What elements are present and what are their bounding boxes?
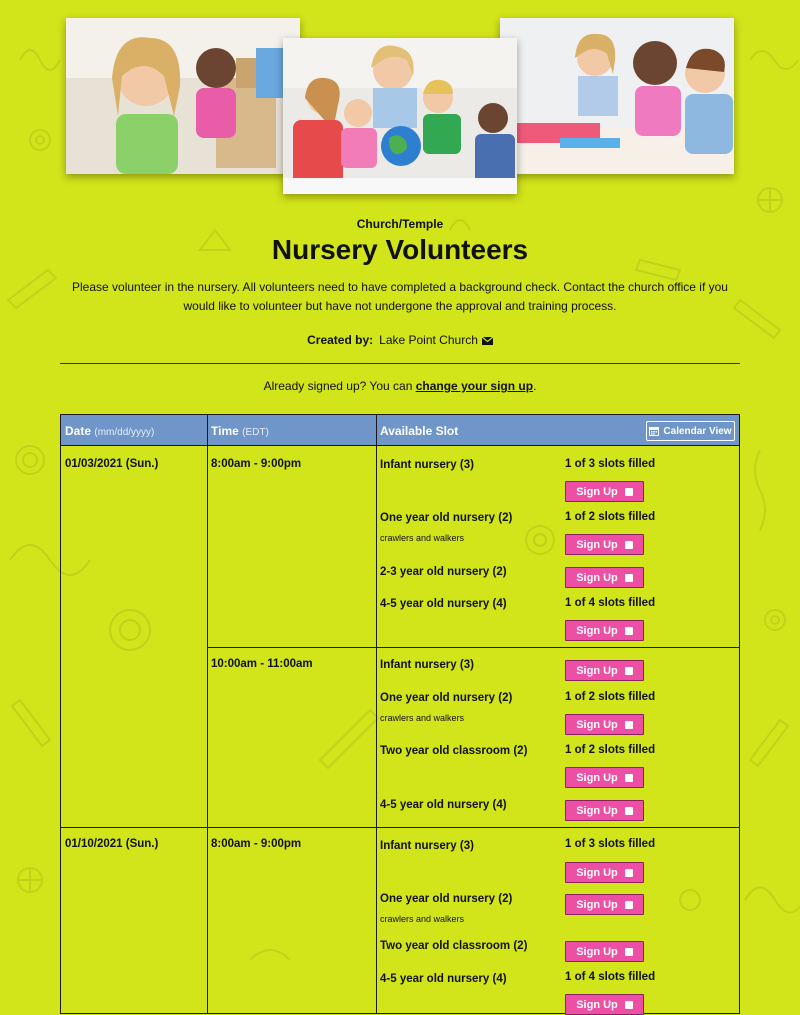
header-photo-center: [283, 38, 517, 194]
checkbox-icon: [625, 869, 633, 877]
signup-button[interactable]: [565, 620, 644, 641]
slot-name: One year old nursery (2): [380, 893, 513, 905]
signup-button[interactable]: [565, 800, 644, 821]
slot-filled: 1 of 2 slots filled: [565, 691, 656, 703]
slot-name: Infant nursery (3): [380, 659, 474, 671]
slot-name: Infant nursery (3): [380, 459, 474, 471]
signup-button[interactable]: [565, 714, 644, 735]
calendar-view-button[interactable]: [646, 421, 735, 441]
checkbox-icon: [625, 948, 633, 956]
signup-label: Sign Up: [576, 866, 618, 879]
checkbox-icon: [625, 541, 633, 549]
checkbox-icon: [625, 901, 633, 909]
category-label: Church/Temple: [356, 217, 444, 231]
table-header: [61, 415, 739, 446]
signup-label: Sign Up: [576, 771, 618, 784]
slot-name: 2-3 year old nursery (2): [380, 566, 507, 578]
col-time-hint: (EDT): [242, 427, 269, 438]
col-date-label: Date: [65, 424, 92, 438]
slot-name: 4-5 year old nursery (4): [380, 598, 507, 610]
row-divider-time: [207, 647, 739, 648]
slot-note: crawlers and walkers: [380, 713, 465, 723]
checkbox-icon: [625, 807, 633, 815]
signup-label: Sign Up: [576, 998, 618, 1011]
signup-label: Sign Up: [576, 718, 618, 731]
date-cell: 01/03/2021 (Sun.): [65, 458, 159, 470]
created-by: [0, 333, 800, 347]
signup-button[interactable]: [565, 994, 644, 1015]
calendar-icon: [649, 426, 659, 436]
signup-label: Sign Up: [576, 624, 618, 637]
header-photo-right: [500, 18, 734, 174]
signup-button[interactable]: [565, 567, 644, 588]
signup-label: Sign Up: [576, 538, 618, 551]
signup-button[interactable]: [565, 481, 644, 502]
signup-label: Sign Up: [576, 804, 618, 817]
slot-filled: 1 of 3 slots filled: [565, 458, 656, 470]
checkbox-icon: [625, 1001, 633, 1009]
checkbox-icon: [625, 721, 633, 729]
page-title: Nursery Volunteers: [271, 234, 529, 265]
created-by-name: Lake Point Church: [379, 333, 478, 347]
col-slot-header: Available Slot: [380, 424, 459, 438]
col-date-hint: (mm/dd/yyyy): [94, 427, 155, 438]
signup-label: Sign Up: [576, 485, 618, 498]
checkbox-icon: [625, 627, 633, 635]
mail-icon[interactable]: [482, 334, 493, 342]
slot-name: Two year old classroom (2): [380, 745, 528, 757]
signup-button[interactable]: [565, 941, 644, 962]
slot-filled: 1 of 4 slots filled: [565, 597, 656, 609]
col-divider-date: [207, 415, 208, 1013]
time-cell: 8:00am - 9:00pm: [211, 838, 302, 850]
slot-name: 4-5 year old nursery (4): [380, 973, 507, 985]
col-date-header: [65, 424, 154, 438]
date-cell: 01/10/2021 (Sun.): [65, 838, 159, 850]
signup-label: Sign Up: [576, 945, 618, 958]
time-cell: 10:00am - 11:00am: [211, 658, 313, 670]
already-signed-up: [0, 379, 800, 393]
already-signed-up-text: Already signed up? You can: [263, 379, 413, 393]
signup-label: Sign Up: [576, 898, 618, 911]
signup-button[interactable]: [565, 767, 644, 788]
col-time-label: Time: [211, 424, 239, 438]
already-signed-up-period: .: [533, 379, 537, 393]
page-description: Please volunteer in the nursery. All volunteers need to have completed a background check. Contact the church office if you would like to volunteer but have not undergone the approval and training process.: [72, 280, 728, 313]
slot-name: One year old nursery (2): [380, 692, 513, 704]
slot-filled: 1 of 2 slots filled: [565, 744, 656, 756]
signup-button[interactable]: [565, 862, 644, 883]
calendar-view-label: Calendar View: [663, 425, 732, 437]
slot-name: One year old nursery (2): [380, 512, 513, 524]
slot-filled: 1 of 4 slots filled: [565, 971, 656, 983]
signup-button[interactable]: [565, 660, 644, 681]
created-by-label: Created by:: [307, 333, 374, 347]
slot-note: crawlers and walkers: [380, 914, 465, 924]
checkbox-icon: [625, 667, 633, 675]
slot-name: 4-5 year old nursery (4): [380, 799, 507, 811]
slot-note: crawlers and walkers: [380, 533, 465, 543]
divider: [60, 363, 740, 364]
slot-filled: 1 of 2 slots filled: [565, 511, 656, 523]
signup-label: Sign Up: [576, 664, 618, 677]
slots-table: [60, 414, 740, 1014]
slot-filled: 1 of 3 slots filled: [565, 838, 656, 850]
signup-button[interactable]: [565, 534, 644, 555]
checkbox-icon: [625, 774, 633, 782]
slot-name: Two year old classroom (2): [380, 940, 528, 952]
checkbox-icon: [625, 488, 633, 496]
row-divider-date: [61, 827, 739, 828]
slot-name: Infant nursery (3): [380, 840, 474, 852]
change-signup-link[interactable]: change your sign up: [415, 379, 534, 393]
col-divider-time: [376, 415, 377, 1013]
checkbox-icon: [625, 574, 633, 582]
header-photo-left: [66, 18, 300, 174]
signup-button[interactable]: [565, 894, 644, 915]
signup-label: Sign Up: [576, 571, 618, 584]
time-cell: 8:00am - 9:00pm: [211, 458, 302, 470]
col-time-header: [211, 424, 269, 438]
